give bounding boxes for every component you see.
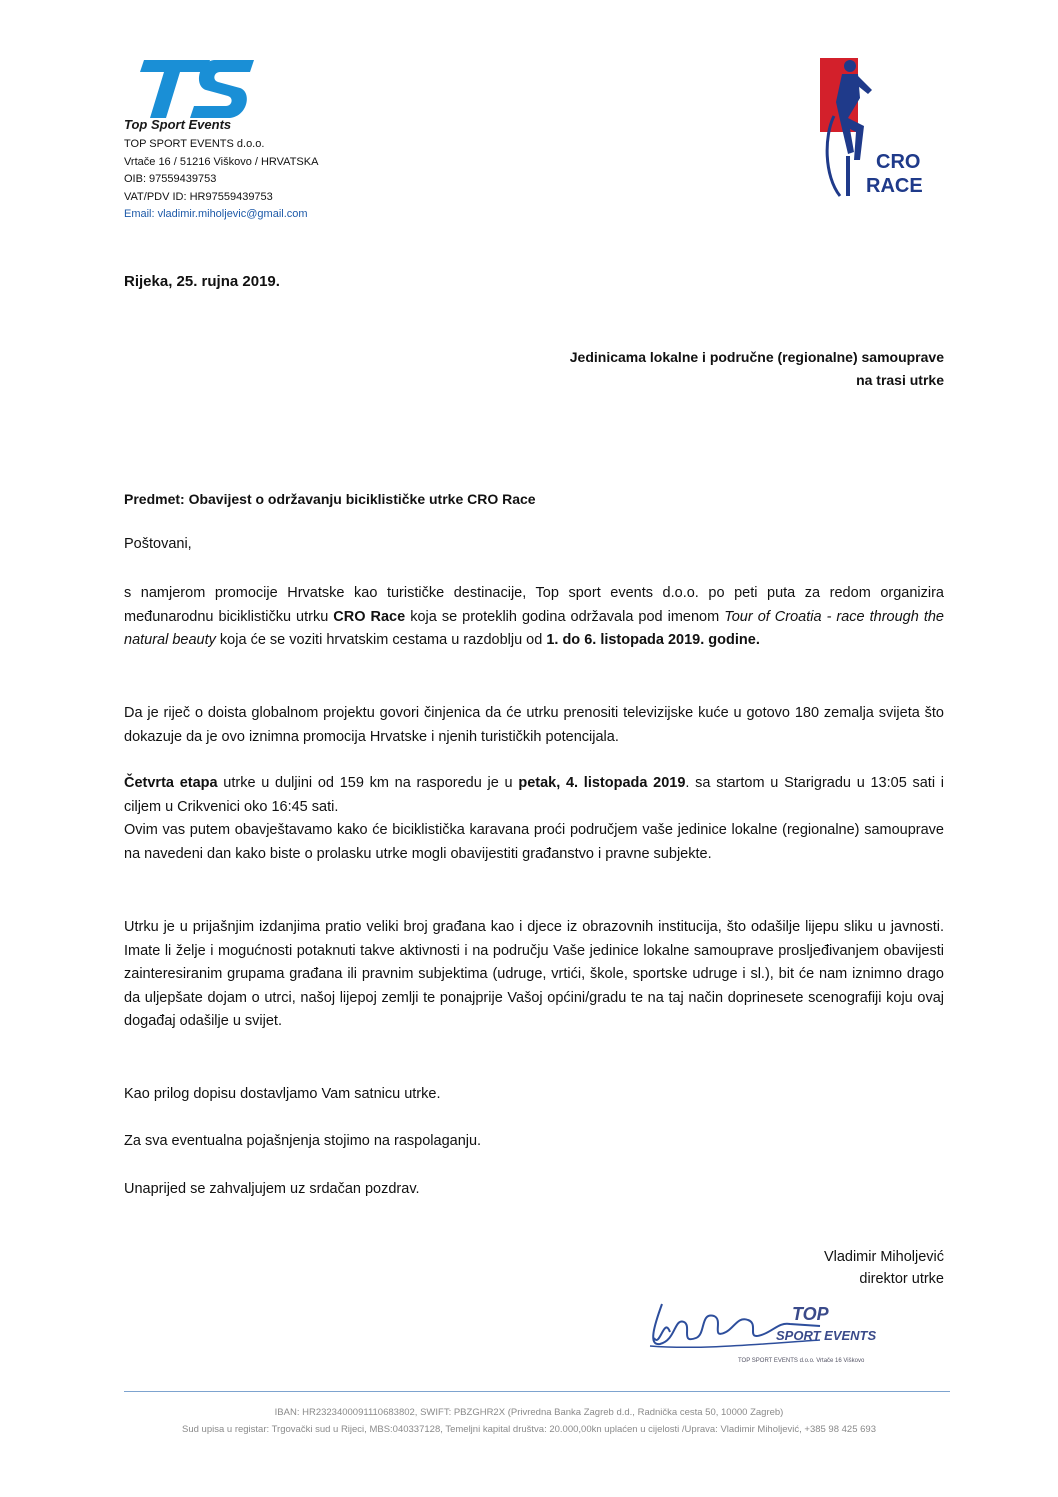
stage-date: petak, 4. listopada 2019 [518, 775, 686, 791]
stage-name: Četvrta etapa [124, 775, 218, 791]
footer-divider [124, 1391, 950, 1392]
letter-date: Rijeka, 25. rujna 2019. [124, 273, 280, 290]
subject-line: Predmet: Obavijest o održavanju biciklističke utrke CRO Race [124, 491, 536, 507]
race-dates: 1. do 6. listopada 2019. godine. [546, 632, 760, 648]
recipient-line-2: na trasi utrke [856, 372, 944, 388]
company-vat: VAT/PDV ID: HR97559439753 [124, 190, 273, 203]
signature-block [824, 1246, 944, 1290]
paragraph-invitation: Utrku je u prijašnjim izdanjima pratio veliki broj građana kao i djece iz obrazovnih institucija, što odašilje lijepu sliku u javnosti. Imate li želje i mogućnosti potaknuti takve aktivnosti i na području Vaše jedinice lokalne samouprave prosljeđivanjem obavijesti zainteresiranim grupama građana ili pravnim subjektima (udruge, vrtići, škole, sportske udruge i sl.), bit će nam iznimno drago da uljepšate dojam o utrci, našoj lijepoj zemlji te ponajprije Vašoj općini/gradu te na taj način doprinesete scenografiji koju ovaj događaj odašilje u svijet. [124, 919, 944, 1029]
race-text: RACE [866, 175, 923, 197]
paragraph-intro: s namjerom promocije Hrvatske kao turističke destinacije, Top sport events d.o.o. po peti puta za redom organizira međunarodnu biciklističku utrku CRO Race koja se proteklih godina održavala pod imenom Tour of Croatia - race through the natural beauty koja će se voziti hrvatskim cestama u razdoblju od 1. do 6. listopada 2019. godine. [124, 585, 944, 648]
signature-stamp [640, 1286, 930, 1376]
brand-name: Top Sport Events [124, 117, 232, 132]
company-oib: OIB: 97559439753 [124, 173, 217, 185]
top-sport-events-logo [136, 58, 256, 120]
company-email[interactable]: Email: vladimir.miholjevic@gmail.com [124, 208, 308, 220]
recipient [570, 346, 944, 392]
footer-bank: IBAN: HR2323400091110683802, SWIFT: PBZGHR2X (Privredna Banka Zagreb d.d., Radnička cesta 50, 10000 Zagreb) [274, 1407, 784, 1418]
paragraph-attachment: Kao prilog dopisu dostavljamo Vam satnicu utrke. [124, 1086, 441, 1102]
paragraph-stage: Četvrta etapa utrke u duljini od 159 km na rasporedu je u petak, 4. listopada 2019. sa startom u Starigradu u 13:05 sati i ciljem u Crikvenici oko 16:45 sati. Ovim vas putem obavještavamo kako će biciklistička karavana proći područjem vaše jedinice lokalne (regionalne) samouprave na navedeni dan kako biste o prolasku utrke mogli obavijestiti građanstvo i pravne subjekte. [124, 775, 944, 862]
paragraph-global: Da je riječ o doista globalnom projektu govori činjenica da će utrku prenositi televizijske kuće u gotovo 180 zemalja svijeta što dokazuje da je ovo iznimna promocija Hrvatske i njenih turističkih potencijala. [124, 705, 944, 745]
stamp-sport-events: SPORT EVENTS [776, 1328, 877, 1343]
paragraph-closing: Unaprijed se zahvaljujem uz srdačan pozdrav. [124, 1181, 420, 1197]
stamp-top: TOP [792, 1304, 829, 1324]
former-race-name: Tour of Croatia - race through the natural beauty [124, 608, 944, 648]
stamp-address: TOP SPORT EVENTS d.o.o. Vrtače 16 Viškovo [738, 1358, 865, 1364]
paragraph-availability: Za sva eventualna pojašnjenja stojimo na raspolaganju. [124, 1133, 482, 1149]
company-name: TOP SPORT EVENTS d.o.o. [124, 138, 265, 150]
company-address: Vrtače 16 / 51216 Viškovo / HRVATSKA [124, 155, 319, 168]
recipient-line-1: Jedinicama lokalne i područne (regionalne) samouprave [569, 349, 944, 365]
greeting: Poštovani, [124, 536, 192, 552]
cro-race-logo [820, 56, 930, 201]
cro-text: CRO [876, 151, 921, 173]
race-name: CRO Race [333, 608, 406, 625]
company-details [124, 136, 318, 224]
signer-name: Vladimir Miholjević [823, 1249, 944, 1265]
signer-title: direktor utrke [859, 1271, 944, 1287]
footer-register: Sud upisa u registar: Trgovački sud u Rijeci, MBS:040337128, Temeljni kapital društva: 20.000,00kn uplaćen u cijelosti /Uprava: Vladimir Miholjević, +385 98 425 693 [182, 1424, 876, 1435]
